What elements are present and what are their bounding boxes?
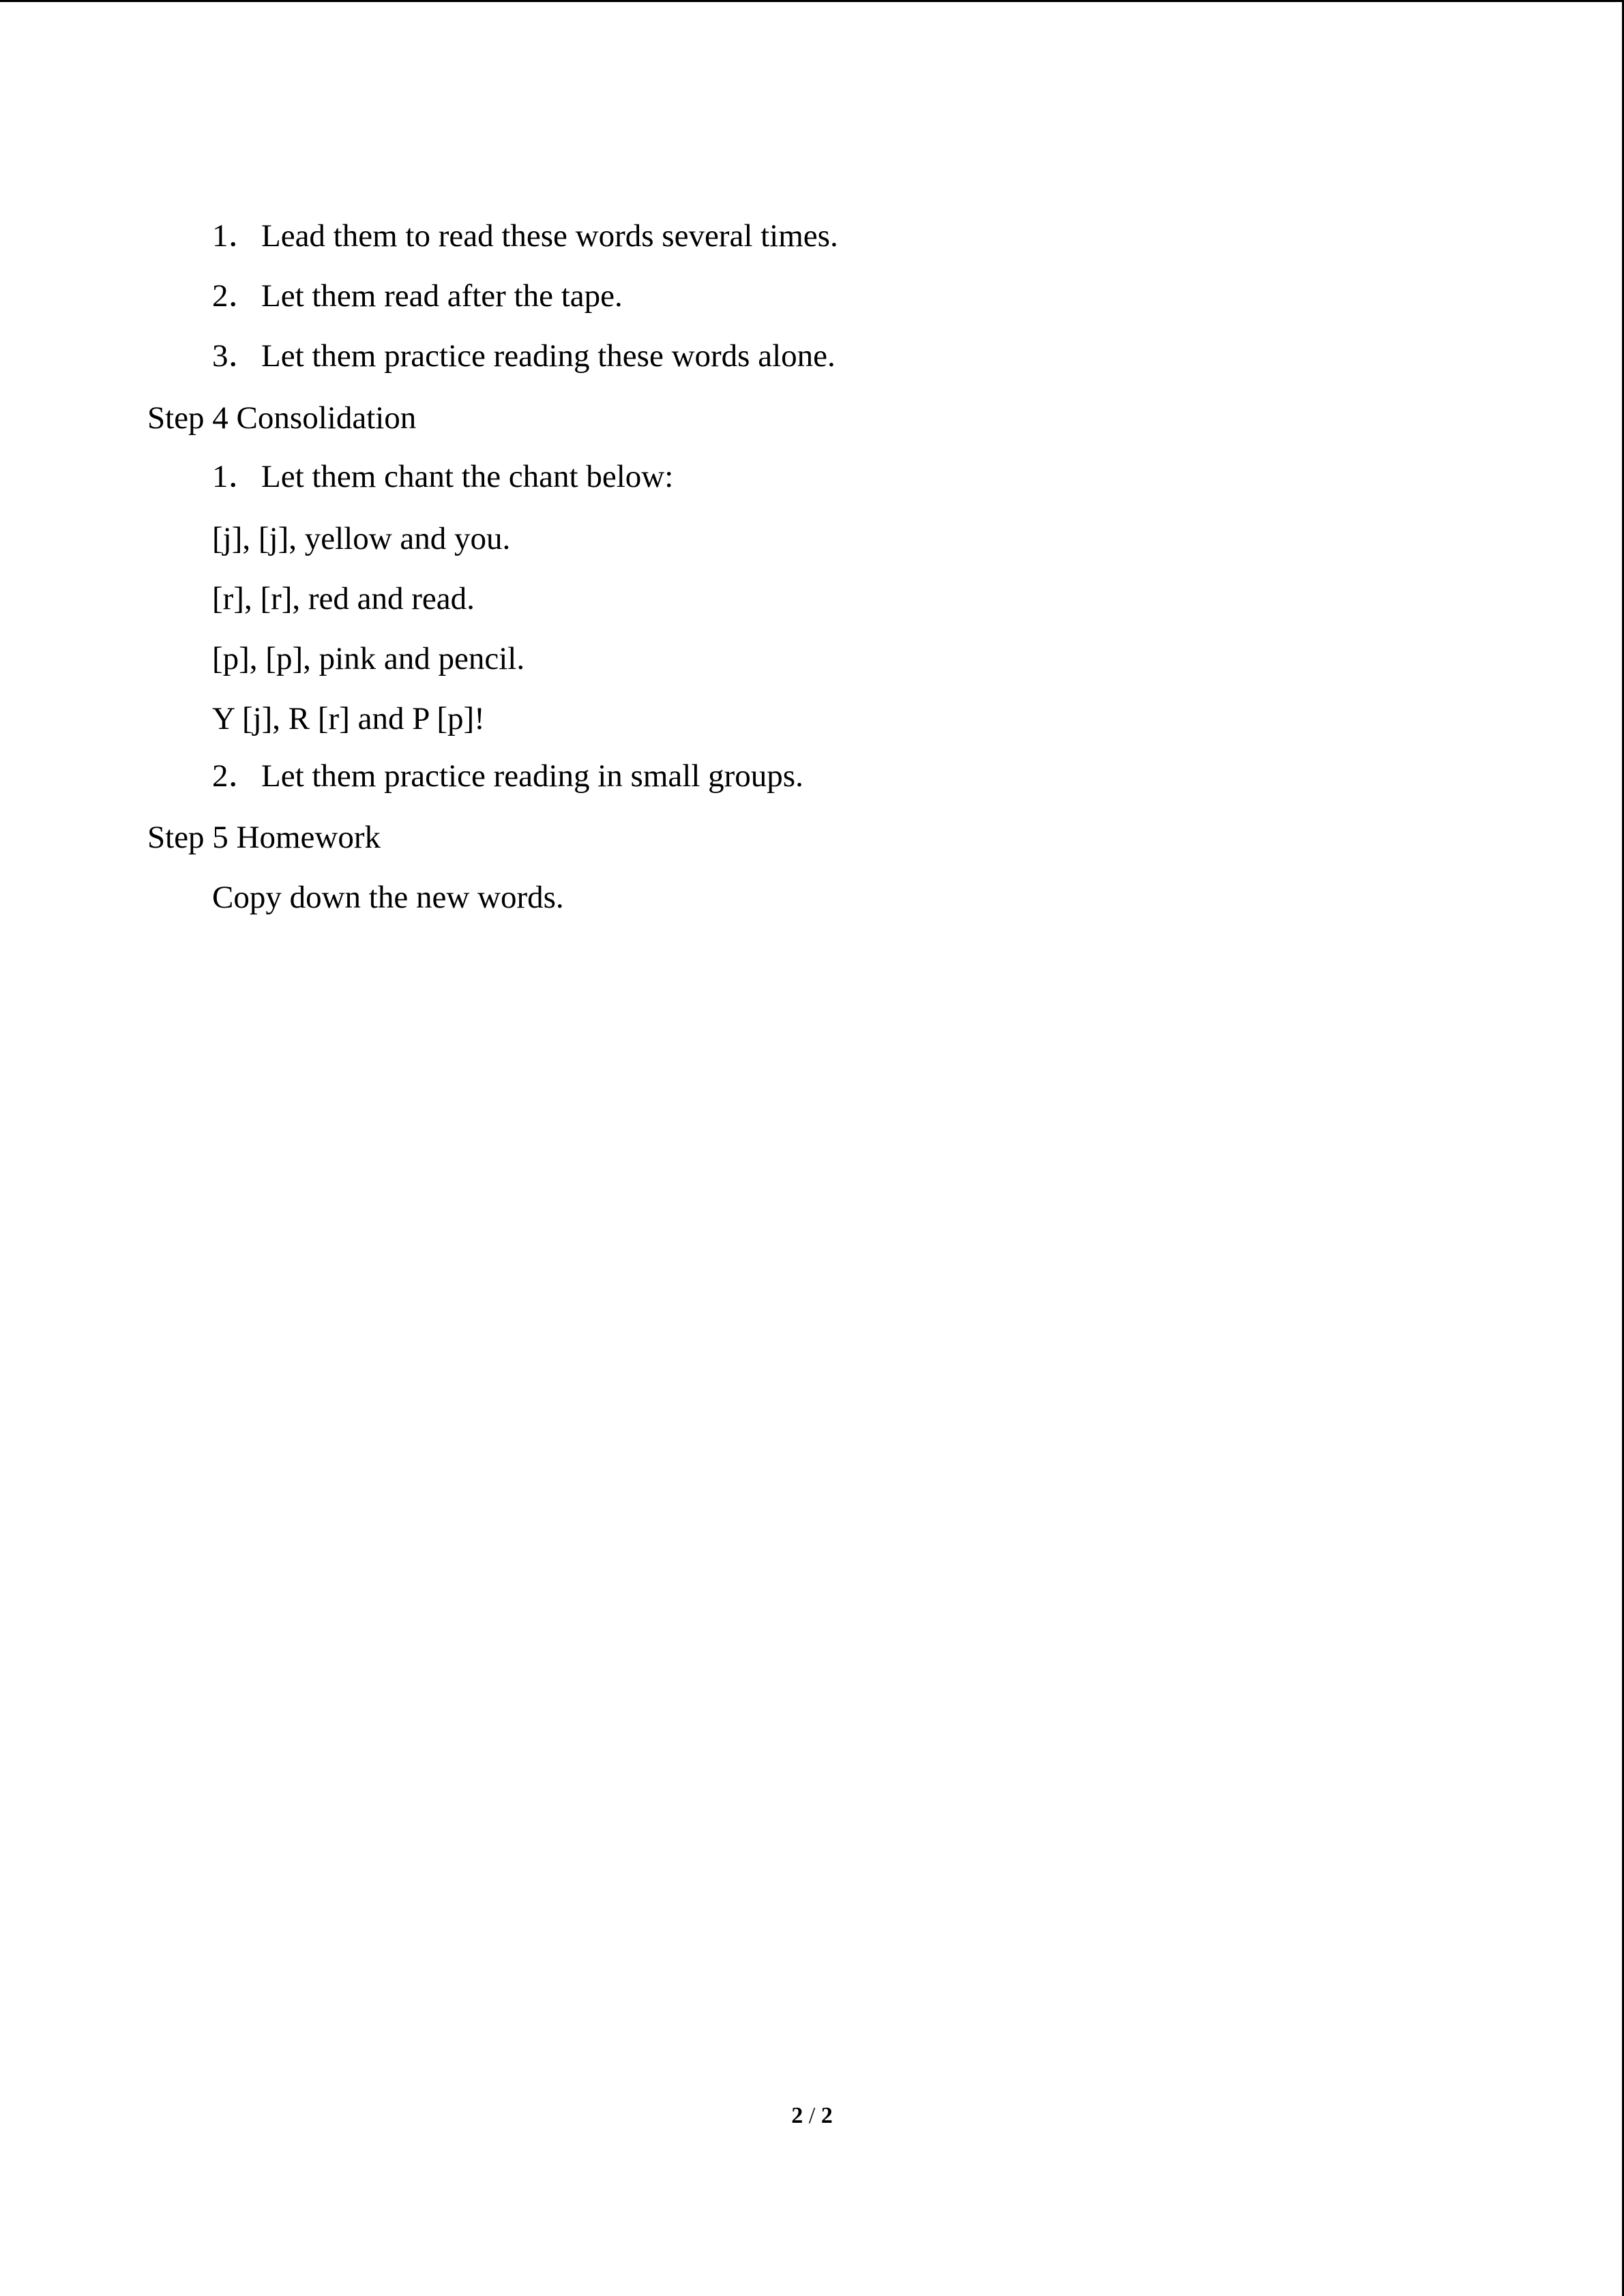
- step3-item-3: [212, 337, 836, 375]
- list-item-text: Let them read after the tape.: [261, 278, 623, 314]
- chant-line-2: [r], [r], red and read.: [212, 581, 475, 616]
- list-item-text: Lead them to read these words several times.: [261, 218, 838, 254]
- step4-item-2: [212, 757, 803, 795]
- list-item-text: Let them chant the chant below:: [261, 459, 674, 494]
- step5-text: Copy down the new words.: [212, 880, 564, 915]
- step4-item-1: [212, 458, 673, 496]
- step3-item-1: [212, 217, 838, 255]
- list-number: 1．: [212, 459, 261, 494]
- step3-item-2: [212, 277, 623, 315]
- step5-heading: Step 5 Homework: [147, 820, 381, 855]
- list-number: 2．: [212, 758, 261, 794]
- list-number: 2．: [212, 278, 261, 314]
- list-number: 3．: [212, 338, 261, 374]
- list-number: 1．: [212, 218, 261, 254]
- page-current: 2: [791, 2103, 803, 2128]
- page-total: 2: [821, 2103, 833, 2128]
- page-border-top: [0, 0, 1624, 2]
- list-item-text: Let them practice reading in small groups.: [261, 758, 803, 794]
- page-number: [0, 2102, 1624, 2130]
- chant-line-1: [j], [j], yellow and you.: [212, 521, 511, 556]
- step4-heading: Step 4 Consolidation: [147, 400, 417, 436]
- chant-line-3: [p], [p], pink and pencil.: [212, 641, 525, 676]
- chant-line-4: Y [j], R [r] and P [p]!: [212, 701, 485, 736]
- page-separator: /: [803, 2103, 821, 2128]
- list-item-text: Let them practice reading these words alone.: [261, 338, 836, 374]
